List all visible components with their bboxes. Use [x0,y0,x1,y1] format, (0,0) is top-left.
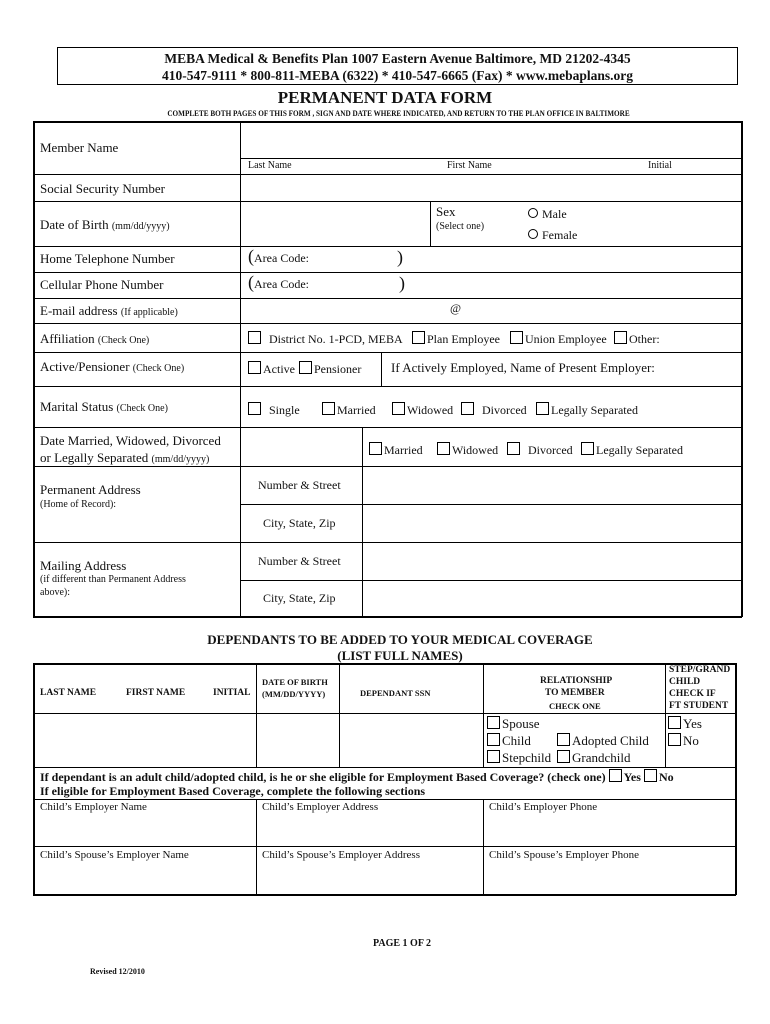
rel-stepchild-option[interactable]: Stepchild [487,750,551,766]
dm-widowed-option[interactable]: Widowed [437,442,498,458]
adult-no-label: No [658,770,674,784]
active-option[interactable]: Active [248,361,295,377]
col-initial: INITIAL [213,688,251,698]
home-phone-paren-close: ) [397,247,403,267]
dependant-name-input[interactable] [35,714,255,767]
first-name-caption: First Name [447,160,492,171]
affiliation-plan-employee-option[interactable]: Plan Employee [412,331,500,347]
form-instructions: COMPLETE BOTH PAGES OF THIS FORM , SIGN AND DATE WHERE INDICATED, AND RETURN TO THE PLAN OFFICE IN BALTIMORE [167,109,630,118]
date-married-format: (mm/dd/yyyy) [151,454,210,465]
perm-city-input[interactable] [363,505,741,542]
col-relationship-2: TO MEMBER [545,688,605,698]
perm-city-state-zip-caption: City, State, Zip [263,516,336,530]
dependant-dob-input[interactable] [257,714,339,767]
marital-divorced-checkbox[interactable] [461,402,474,415]
marital-divorced-option[interactable]: Divorced [461,402,527,418]
mail-street-input[interactable] [363,543,741,580]
spouse-employer-phone-input[interactable] [484,863,734,894]
affiliation-plan-employee-checkbox[interactable] [412,331,425,344]
email-at-sign: @ [450,301,462,315]
active-checkbox[interactable] [248,361,261,374]
female-radio[interactable] [528,229,538,239]
cell-phone-input[interactable]: (Area Code: [248,272,309,292]
dependants-heading: DEPENDANTS TO BE ADDED TO YOUR MEDICAL COVERAGE [207,632,593,647]
affiliation-district-option[interactable]: District No. 1-PCD, MEBA [248,331,403,347]
pensioner-option[interactable]: Pensioner [299,361,361,377]
mail-city-input[interactable] [363,581,741,616]
revision-date: Revised 12/2010 [90,967,145,976]
child-employer-phone-label: Child’s Employer Phone [489,801,598,813]
child-employer-name-label: Child’s Employer Name [40,801,147,813]
dependant-ssn-input[interactable] [340,714,483,767]
rel-child-option[interactable]: Child [487,733,531,749]
employer-question: If Actively Employed, Name of Present Employer: [391,360,655,375]
child-employer-name-input[interactable] [35,815,255,846]
col-step-child: STEP/GRAND [669,665,731,675]
sex-female-option[interactable] [528,228,577,243]
mail-city-state-zip-caption: City, State, Zip [263,591,336,605]
dm-separated-checkbox[interactable] [581,442,594,455]
student-no-option[interactable]: No [668,733,699,749]
col-relationship: RELATIONSHIP [540,676,613,686]
last-name-caption: Last Name [248,160,292,171]
col-ssn: DEPENDANT SSN [360,688,431,698]
marital-widowed-checkbox[interactable] [392,402,405,415]
active-pensioner-label: Active/Pensioner (Check One) [40,359,185,374]
mailing-hint-1: (if different than Permanent Address [40,574,186,585]
marital-separated-checkbox[interactable] [536,402,549,415]
male-label: Male [542,207,567,221]
dm-widowed-checkbox[interactable] [437,442,450,455]
plan-header [57,47,738,85]
home-phone-input[interactable]: (Area Code: [248,246,309,266]
affiliation-label: Affiliation (Check One) [40,331,150,346]
date-married-label-2: or Legally Separated (mm/dd/yyyy) [40,450,210,465]
email-input[interactable] [241,299,741,323]
dob-input[interactable] [241,202,430,246]
cell-phone-label: Cellular Phone Number [40,277,164,292]
header-line-1: MEBA Medical & Benefits Plan 1007 Eastern Avenue Baltimore, MD 21202-4345 [164,51,631,66]
member-name-input[interactable] [241,122,741,158]
affiliation-other-checkbox[interactable] [614,331,627,344]
area-code-caption: Area Code: [254,251,309,265]
affiliation-hint: (Check One) [97,335,150,346]
spouse-employer-name-label: Child’s Spouse’s Employer Name [40,849,189,861]
rel-stepchild-checkbox[interactable] [487,750,500,763]
active-pensioner-hint: (Check One) [132,363,185,374]
email-hint: (If applicable) [120,307,178,318]
col-step-child-3: CHECK IF [669,689,716,699]
marital-single-checkbox[interactable] [248,402,261,415]
rel-spouse-checkbox[interactable] [487,716,500,729]
rel-spouse-option[interactable]: Spouse [487,716,540,732]
header-line-2: 410-547-9111 * 800-811-MEBA (6322) * 410-547-6665 (Fax) * www.mebaplans.org [162,68,633,83]
pensioner-checkbox[interactable] [299,361,312,374]
marital-single-option[interactable]: Single [248,402,300,418]
student-no-checkbox[interactable] [668,733,681,746]
dm-married-option[interactable]: Married [369,442,423,458]
col-dob-format: (MM/DD/YYYY) [262,689,326,699]
male-radio[interactable] [528,208,538,218]
rel-grandchild-option[interactable]: Grandchild [557,750,630,766]
affiliation-district-checkbox[interactable] [248,331,261,344]
affiliation-union-employee-option[interactable]: Union Employee [510,331,607,347]
col-step-child-4: FT STUDENT [669,701,729,711]
marital-widowed-option[interactable]: Widowed [392,402,453,418]
spouse-employer-phone-label: Child’s Spouse’s Employer Phone [489,849,640,861]
mailing-address-label: Mailing Address [40,558,127,573]
child-employer-address-label: Child’s Employer Address [262,801,379,813]
marital-hint: (Check One) [116,403,168,414]
eligible-note: If eligible for Employment Based Coverage, complete the following sections [40,784,426,798]
affiliation-union-employee-checkbox[interactable] [510,331,523,344]
adult-no-checkbox[interactable] [644,769,657,782]
cell-phone-paren-close: ) [399,273,405,293]
date-married-input[interactable] [241,428,362,466]
form-title: PERMANENT DATA FORM [277,88,493,107]
sex-male-option[interactable] [528,207,567,222]
spouse-employer-address-label: Child’s Spouse’s Employer Address [262,849,420,861]
col-dob: DATE OF BIRTH [262,677,328,687]
mail-number-street-caption: Number & Street [258,554,341,568]
employer-name-input[interactable] [382,376,741,386]
sex-label: Sex [436,204,456,219]
sex-hint: (Select one) [436,221,485,232]
perm-number-street-caption: Number & Street [258,478,341,492]
initial-caption: Initial [648,160,672,171]
home-phone-label: Home Telephone Number [40,251,175,266]
child-employer-phone-input[interactable] [484,815,734,846]
student-yes-checkbox[interactable] [668,716,681,729]
spouse-employer-address-input[interactable] [257,863,482,894]
page-number: PAGE 1 OF 2 [373,938,432,949]
col-last-name: LAST NAME [40,688,97,698]
mailing-hint-2: above): [40,587,70,598]
date-married-label: Date Married, Widowed, Divorced [40,433,221,448]
dependants-subheading: (LIST FULL NAMES) [337,648,463,663]
dob-label-text: Date of Birth [40,217,109,232]
dm-separated-option[interactable]: Legally Separated [581,442,683,458]
dob-format: (mm/dd/yyyy) [111,221,170,232]
perm-street-input[interactable] [363,467,741,504]
affiliation-other-option[interactable]: Other: [614,331,660,347]
col-step-child-2: CHILD [669,677,701,687]
permanent-address-label: Permanent Address [40,482,141,497]
female-label: Female [542,228,578,242]
dob-label [40,217,170,233]
member-name-label: Member Name [40,140,119,155]
adult-child-question: If dependant is an adult child/adopted child, is he or she eligible for Employment Based Coverage? (check one) Yes No [40,770,674,784]
permanent-address-hint: (Home of Record): [40,499,117,510]
rel-child-checkbox[interactable] [487,733,500,746]
student-yes-option[interactable]: Yes [668,716,702,732]
rel-grandchild-checkbox[interactable] [557,750,570,763]
dm-married-checkbox[interactable] [369,442,382,455]
rel-adopted-checkbox[interactable] [557,733,570,746]
marital-status-label: Marital Status (Check One) [40,399,168,414]
area-code-caption: Area Code: [254,277,309,291]
adult-yes-checkbox[interactable] [609,769,622,782]
col-relationship-3: CHECK ONE [549,701,601,711]
marital-married-option[interactable]: Married [322,402,376,418]
marital-separated-option[interactable]: Legally Separated [536,402,638,418]
child-employer-address-input[interactable] [257,815,482,846]
dm-divorced-option[interactable]: Divorced [507,442,573,458]
col-first-name: FIRST NAME [126,688,186,698]
dm-divorced-checkbox[interactable] [507,442,520,455]
ssn-input[interactable] [241,175,741,201]
marital-married-checkbox[interactable] [322,402,335,415]
adult-yes-label: Yes [623,770,641,784]
spouse-employer-name-input[interactable] [35,863,255,894]
rel-adopted-option[interactable]: Adopted Child [557,733,649,749]
email-label: E-mail address (If applicable) [40,303,178,318]
ssn-label: Social Security Number [40,181,165,196]
